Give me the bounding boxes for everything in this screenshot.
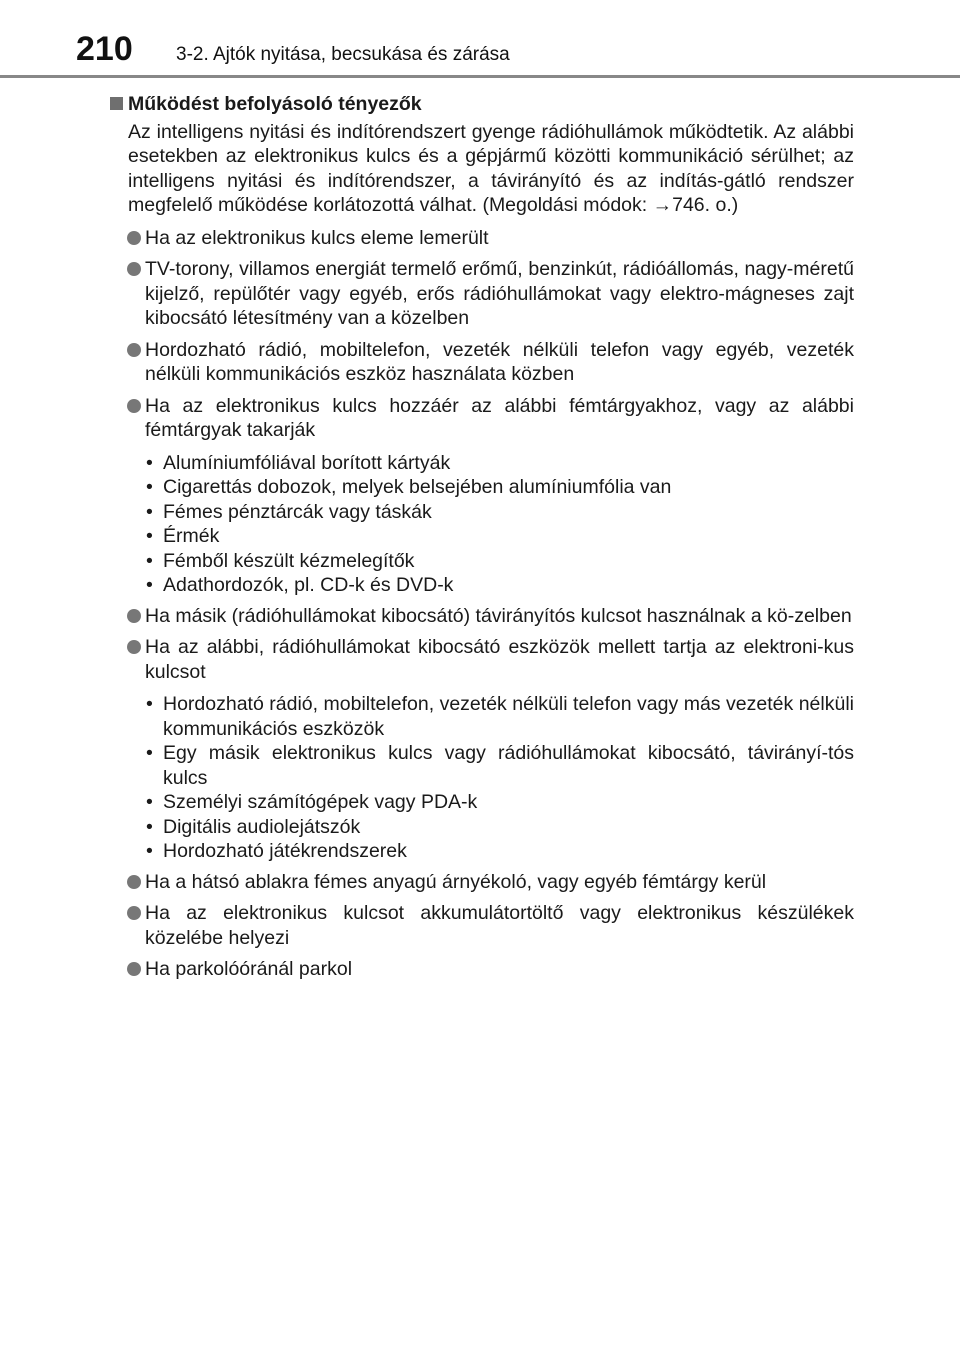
list-item: [110, 635, 854, 864]
square-bullet-icon: [110, 97, 123, 110]
list-item-text: Ha az elektronikus kulcs eleme lemerült: [145, 226, 489, 249]
list-item: [110, 604, 854, 629]
sub-list: [110, 692, 854, 864]
list-item: [110, 870, 854, 895]
list-item-text: Ha a hátsó ablakra fémes anyagú árnyékoló, vagy egyéb fémtárgy kerül: [145, 870, 767, 893]
circle-bullet-icon: [127, 399, 141, 413]
small-bullet-icon: •: [146, 500, 153, 523]
sub-list-item-text: Digitális audiolejátszók: [163, 815, 361, 838]
sub-list-item: [110, 741, 854, 790]
sub-list-item-text: Alumíniumfóliával borított kártyák: [163, 451, 451, 474]
intro-paragraph: Az intelligens nyitási és indítórendszert gyenge rádióhullámok működtetik. Az alábbi esetekben az elektronikus kulcs és a gépjármű közötti kommunikáció sérülhet; az intelligens nyitási és indítórendszer, a távirányító és az indítás-gátló rendszer megfelelő működése korlátozottá válhat. (Megoldási módok: →746. o.): [128, 120, 854, 216]
small-bullet-icon: •: [146, 815, 153, 838]
section-heading-text: Működést befolyásoló tényezők: [128, 93, 422, 115]
sub-list-item: [110, 524, 854, 549]
sub-list-item: [110, 500, 854, 525]
sub-list-item-text: Cigarettás dobozok, melyek belsejében alumíniumfólia van: [163, 476, 672, 498]
circle-bullet-icon: [127, 609, 141, 623]
list-item: [110, 957, 854, 982]
sub-list-item-text: Fémből készült kézmelegítők: [163, 549, 415, 572]
list-item: [110, 226, 854, 251]
small-bullet-icon: •: [146, 476, 153, 498]
small-bullet-icon: •: [146, 525, 153, 547]
list-item-text: Ha az alábbi, rádióhullámokat kibocsátó eszközök mellett tartja az elektroni-kus kulcsot: [145, 636, 854, 683]
small-bullet-icon: •: [146, 574, 153, 596]
circle-bullet-icon: [127, 875, 141, 889]
sub-list-item: [110, 790, 854, 815]
circle-bullet-icon: [127, 262, 141, 276]
sub-list-item-text: Hordozható rádió, mobiltelefon, vezeték nélküli telefon vagy más vezeték nélküli kommunikációs eszközök: [163, 693, 854, 740]
sub-list-item-text: Hordozható játékrendszerek: [163, 840, 407, 862]
small-bullet-icon: •: [146, 840, 153, 862]
list-item-text: TV-torony, villamos energiát termelő erőmű, benzinkút, rádióállomás, nagy-méretű kijelző, repülőtér vagy egyéb, erős rádióhullámokat vagy elektro-mágneses zajt kibocsátó létesítmény van a közelben: [145, 258, 854, 329]
page-number: 210: [76, 30, 133, 68]
sub-list-item: [110, 839, 854, 864]
list-item-text: Ha másik (rádióhullámokat kibocsátó) távirányítós kulcsot használnak a kö-zelben: [145, 604, 852, 627]
sub-list-item: [110, 549, 854, 574]
header-divider: [0, 75, 960, 78]
circle-bullet-icon: [127, 231, 141, 245]
small-bullet-icon: •: [146, 791, 153, 813]
section-heading: [110, 92, 854, 117]
main-content: [110, 92, 854, 989]
small-bullet-icon: •: [146, 451, 153, 474]
sub-list-item: [110, 692, 854, 741]
circle-bullet-icon: [127, 343, 141, 357]
page-header: [0, 0, 960, 80]
small-bullet-icon: •: [146, 742, 153, 764]
circle-bullet-icon: [127, 906, 141, 920]
sub-list-item: [110, 815, 854, 840]
sub-list-item-text: Személyi számítógépek vagy PDA-k: [163, 791, 478, 813]
sub-list-item: [110, 451, 854, 476]
sub-list-item-text: Egy másik elektronikus kulcs vagy rádióhullámokat kibocsátó, távirányí-tós kulcs: [163, 742, 854, 789]
circle-bullet-icon: [127, 962, 141, 976]
sub-list-item: [110, 573, 854, 598]
section-title: 3-2. Ajtók nyitása, becsukása és zárása: [176, 44, 510, 65]
sub-list-item: [110, 475, 854, 500]
sub-list: [110, 451, 854, 598]
list-item-text: Ha parkolóóránál parkol: [145, 958, 353, 980]
circle-bullet-icon: [127, 640, 141, 654]
sub-list-item-text: Fémes pénztárcák vagy táskák: [163, 500, 432, 523]
list-item: [110, 394, 854, 598]
list-item: [110, 338, 854, 387]
small-bullet-icon: •: [146, 549, 153, 572]
sub-list-item-text: Érmék: [163, 525, 220, 547]
sub-list-item-text: Adathordozók, pl. CD-k és DVD-k: [163, 574, 454, 596]
small-bullet-icon: •: [146, 693, 153, 715]
list-item: [110, 901, 854, 950]
list-item-text: Ha az elektronikus kulcsot akkumulátortöltő vagy elektronikus készülékek közelébe helyezi: [145, 902, 854, 949]
list-item-text: Hordozható rádió, mobiltelefon, vezeték nélküli telefon vagy egyéb, vezeték nélküli kommunikációs eszköz használata közben: [145, 338, 854, 385]
list-item: [110, 257, 854, 331]
list-item-text: Ha az elektronikus kulcs hozzáér az alábbi fémtárgyakhoz, vagy az alábbi fémtárgyak takarják: [145, 394, 854, 441]
bullet-list: [110, 226, 854, 982]
